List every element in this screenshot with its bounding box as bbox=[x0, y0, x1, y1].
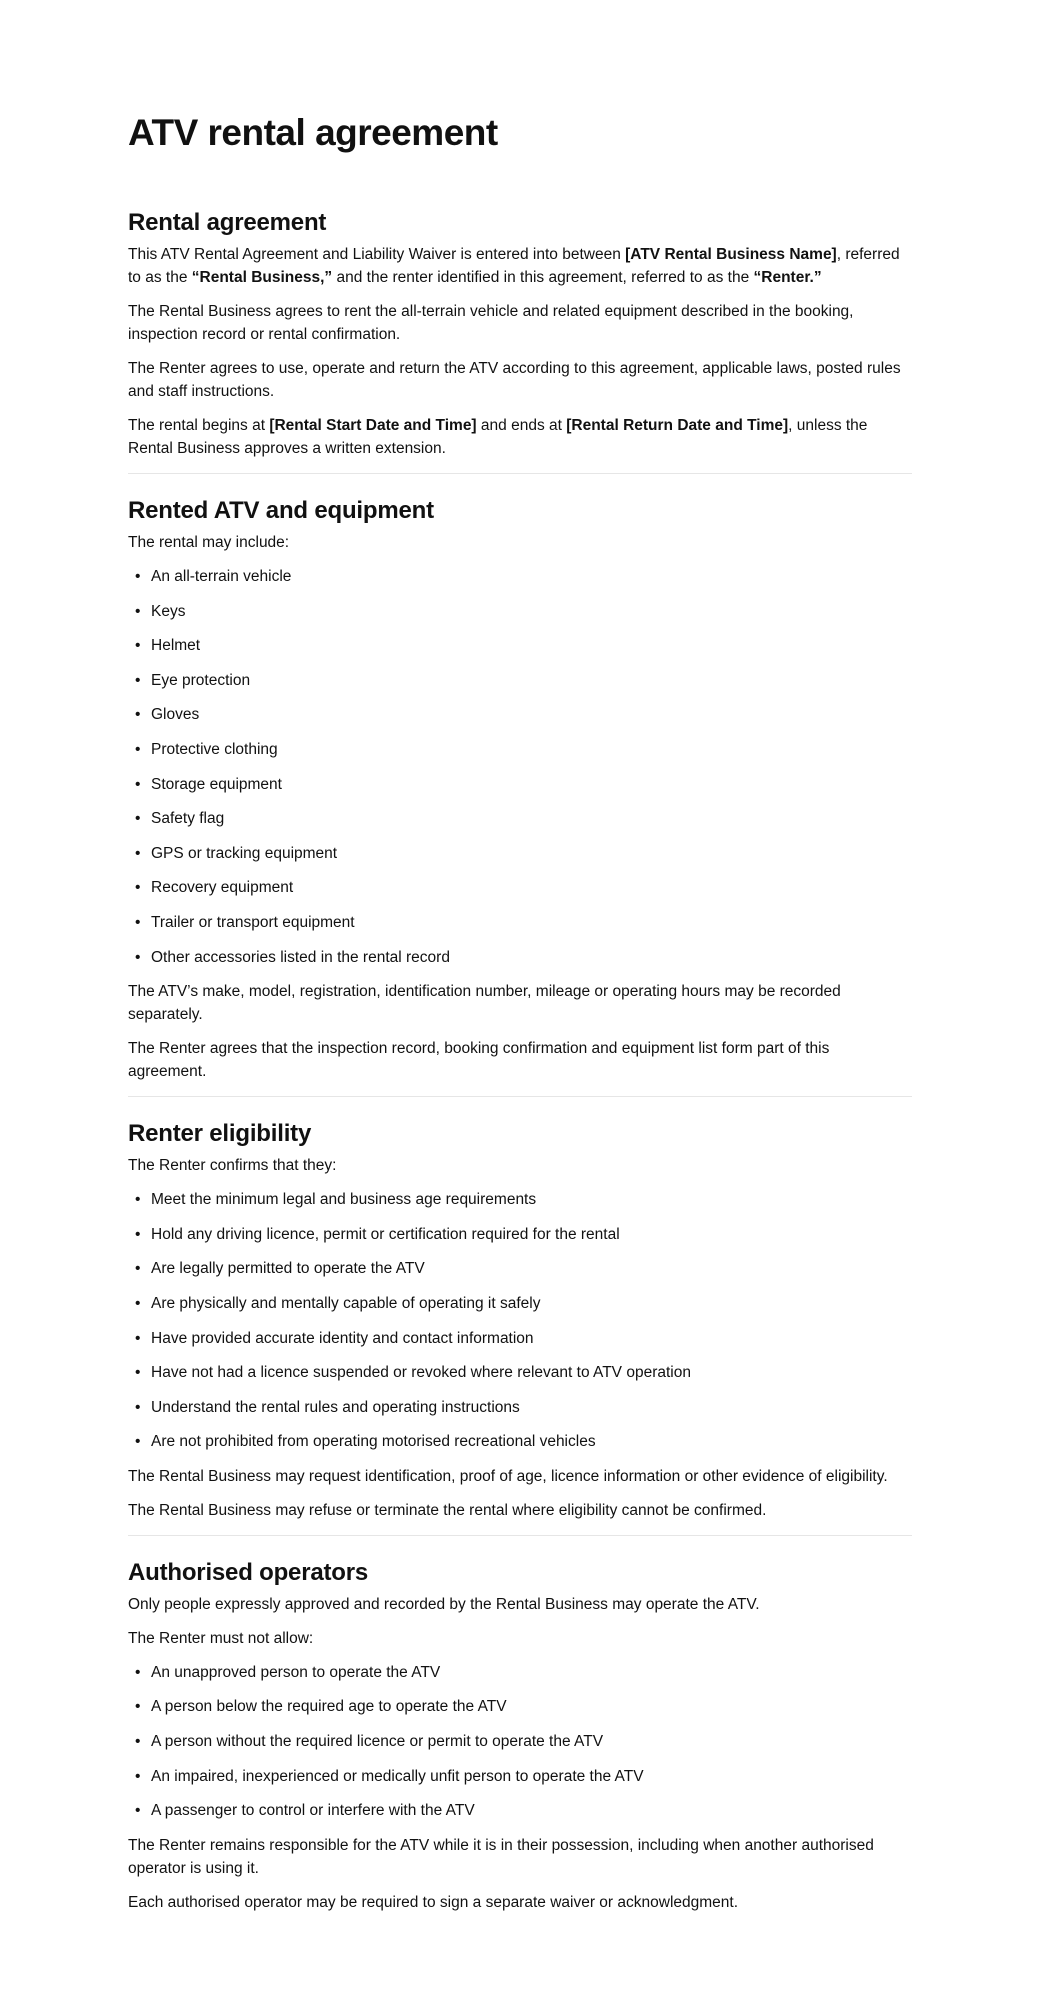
list-item: • A person below the required age to operate the ATV bbox=[128, 1695, 912, 1718]
paragraph: The Rental Business may refuse or terminate the rental where eligibility cannot be confirmed. bbox=[128, 1501, 767, 1519]
bold-text: [Rental Start Date and Time] bbox=[269, 417, 477, 434]
section-heading: Authorised operators bbox=[128, 1558, 369, 1586]
list-item: • Are not prohibited from operating motorised recreational vehicles bbox=[128, 1430, 912, 1453]
list-item: • Other accessories listed in the rental record bbox=[128, 946, 912, 969]
paragraph: The rental may include: bbox=[128, 534, 290, 551]
section-heading: Renter eligibility bbox=[128, 1120, 312, 1148]
list-item: • Are legally permitted to operate the ATV bbox=[128, 1257, 912, 1280]
section-heading: Rental agreement bbox=[128, 209, 327, 236]
bold-text: “Rental Business,” bbox=[191, 269, 333, 286]
bold-text: [ATV Rental Business Name] bbox=[625, 246, 837, 263]
list-item: • Have provided accurate identity and contact information bbox=[128, 1327, 912, 1350]
list-item: • Eye protection bbox=[128, 669, 912, 692]
paragraph: Each authorised operator may be required to sign a separate waiver or acknowledgment. bbox=[128, 1893, 739, 1911]
section-authorised-operators bbox=[128, 1558, 912, 1914]
list-item: • Safety flag bbox=[128, 807, 912, 830]
bullet-list bbox=[128, 1188, 912, 1453]
bullet-list bbox=[128, 565, 912, 969]
list-item: • Understand the rental rules and operating instructions bbox=[128, 1396, 912, 1419]
list-item: • An unapproved person to operate the ATV bbox=[128, 1661, 912, 1684]
bold-text: [Rental Return Date and Time] bbox=[566, 417, 789, 434]
text: , unless the Rental Business approves a written extension. bbox=[128, 417, 868, 457]
bullet-list bbox=[128, 1661, 912, 1822]
list-item: • A passenger to control or interfere with the ATV bbox=[128, 1799, 912, 1822]
list-item: • Are physically and mentally capable of operating it safely bbox=[128, 1292, 912, 1315]
paragraph bbox=[128, 414, 912, 460]
section-heading: Rented ATV and equipment bbox=[128, 497, 434, 524]
list-item: • Gloves bbox=[128, 703, 912, 726]
list-item: • Recovery equipment bbox=[128, 876, 912, 899]
paragraph bbox=[128, 243, 912, 289]
list-item: • Hold any driving licence, permit or certification required for the rental bbox=[128, 1223, 912, 1246]
section-divider bbox=[128, 473, 912, 474]
text: , referred to as the bbox=[128, 246, 900, 286]
list-item: • Trailer or transport equipment bbox=[128, 911, 912, 934]
document-body bbox=[128, 208, 912, 1925]
list-item: • Meet the minimum legal and business age requirements bbox=[128, 1188, 912, 1211]
paragraph: The Rental Business agrees to rent the all-terrain vehicle and related equipment described in the booking, inspection record or rental confirmation. bbox=[128, 303, 854, 343]
section-divider bbox=[128, 1535, 912, 1536]
text: This ATV Rental Agreement and Liability Waiver is entered into between bbox=[128, 246, 626, 263]
list-item: • Storage equipment bbox=[128, 773, 912, 796]
text: and the renter identified in this agreement, referred to as the bbox=[332, 269, 754, 286]
text: The rental begins at bbox=[128, 417, 270, 434]
paragraph: The Renter confirms that they: bbox=[128, 1157, 337, 1175]
list-item: • A person without the required licence or permit to operate the ATV bbox=[128, 1730, 912, 1753]
paragraph: The Rental Business may request identification, proof of age, licence information or other evidence of eligibility. bbox=[128, 1467, 888, 1485]
section-renter-eligibility bbox=[128, 1119, 912, 1522]
list-item: • Helmet bbox=[128, 634, 912, 657]
paragraph: The ATV’s make, model, registration, identification number, mileage or operating hours may be recorded separately. bbox=[128, 983, 841, 1024]
list-item: • Protective clothing bbox=[128, 738, 912, 761]
paragraph: The Renter must not allow: bbox=[128, 1629, 314, 1647]
list-item: • An impaired, inexperienced or medically unfit person to operate the ATV bbox=[128, 1765, 912, 1788]
list-item: • An all-terrain vehicle bbox=[128, 565, 912, 588]
section-divider bbox=[128, 1096, 912, 1097]
text: and ends at bbox=[476, 417, 567, 434]
list-item: • GPS or tracking equipment bbox=[128, 842, 912, 865]
list-item: • Keys bbox=[128, 600, 912, 623]
section-rented-atv-and-equipment bbox=[128, 496, 912, 1083]
paragraph: The Renter agrees that the inspection record, booking confirmation and equipment list form part of this agreement. bbox=[128, 1040, 830, 1081]
section-rental-agreement bbox=[128, 208, 912, 460]
paragraph: The Renter agrees to use, operate and return the ATV according to this agreement, applicable laws, posted rules and staff instructions. bbox=[128, 360, 901, 400]
paragraph: The Renter remains responsible for the ATV while it is in their possession, including when another authorised operator is using it. bbox=[128, 1836, 874, 1877]
list-item: • Have not had a licence suspended or revoked where relevant to ATV operation bbox=[128, 1361, 912, 1384]
paragraph: Only people expressly approved and recorded by the Rental Business may operate the ATV. bbox=[128, 1595, 760, 1613]
document-title: ATV rental agreement bbox=[128, 112, 498, 153]
bold-text: “Renter.” bbox=[753, 269, 822, 286]
